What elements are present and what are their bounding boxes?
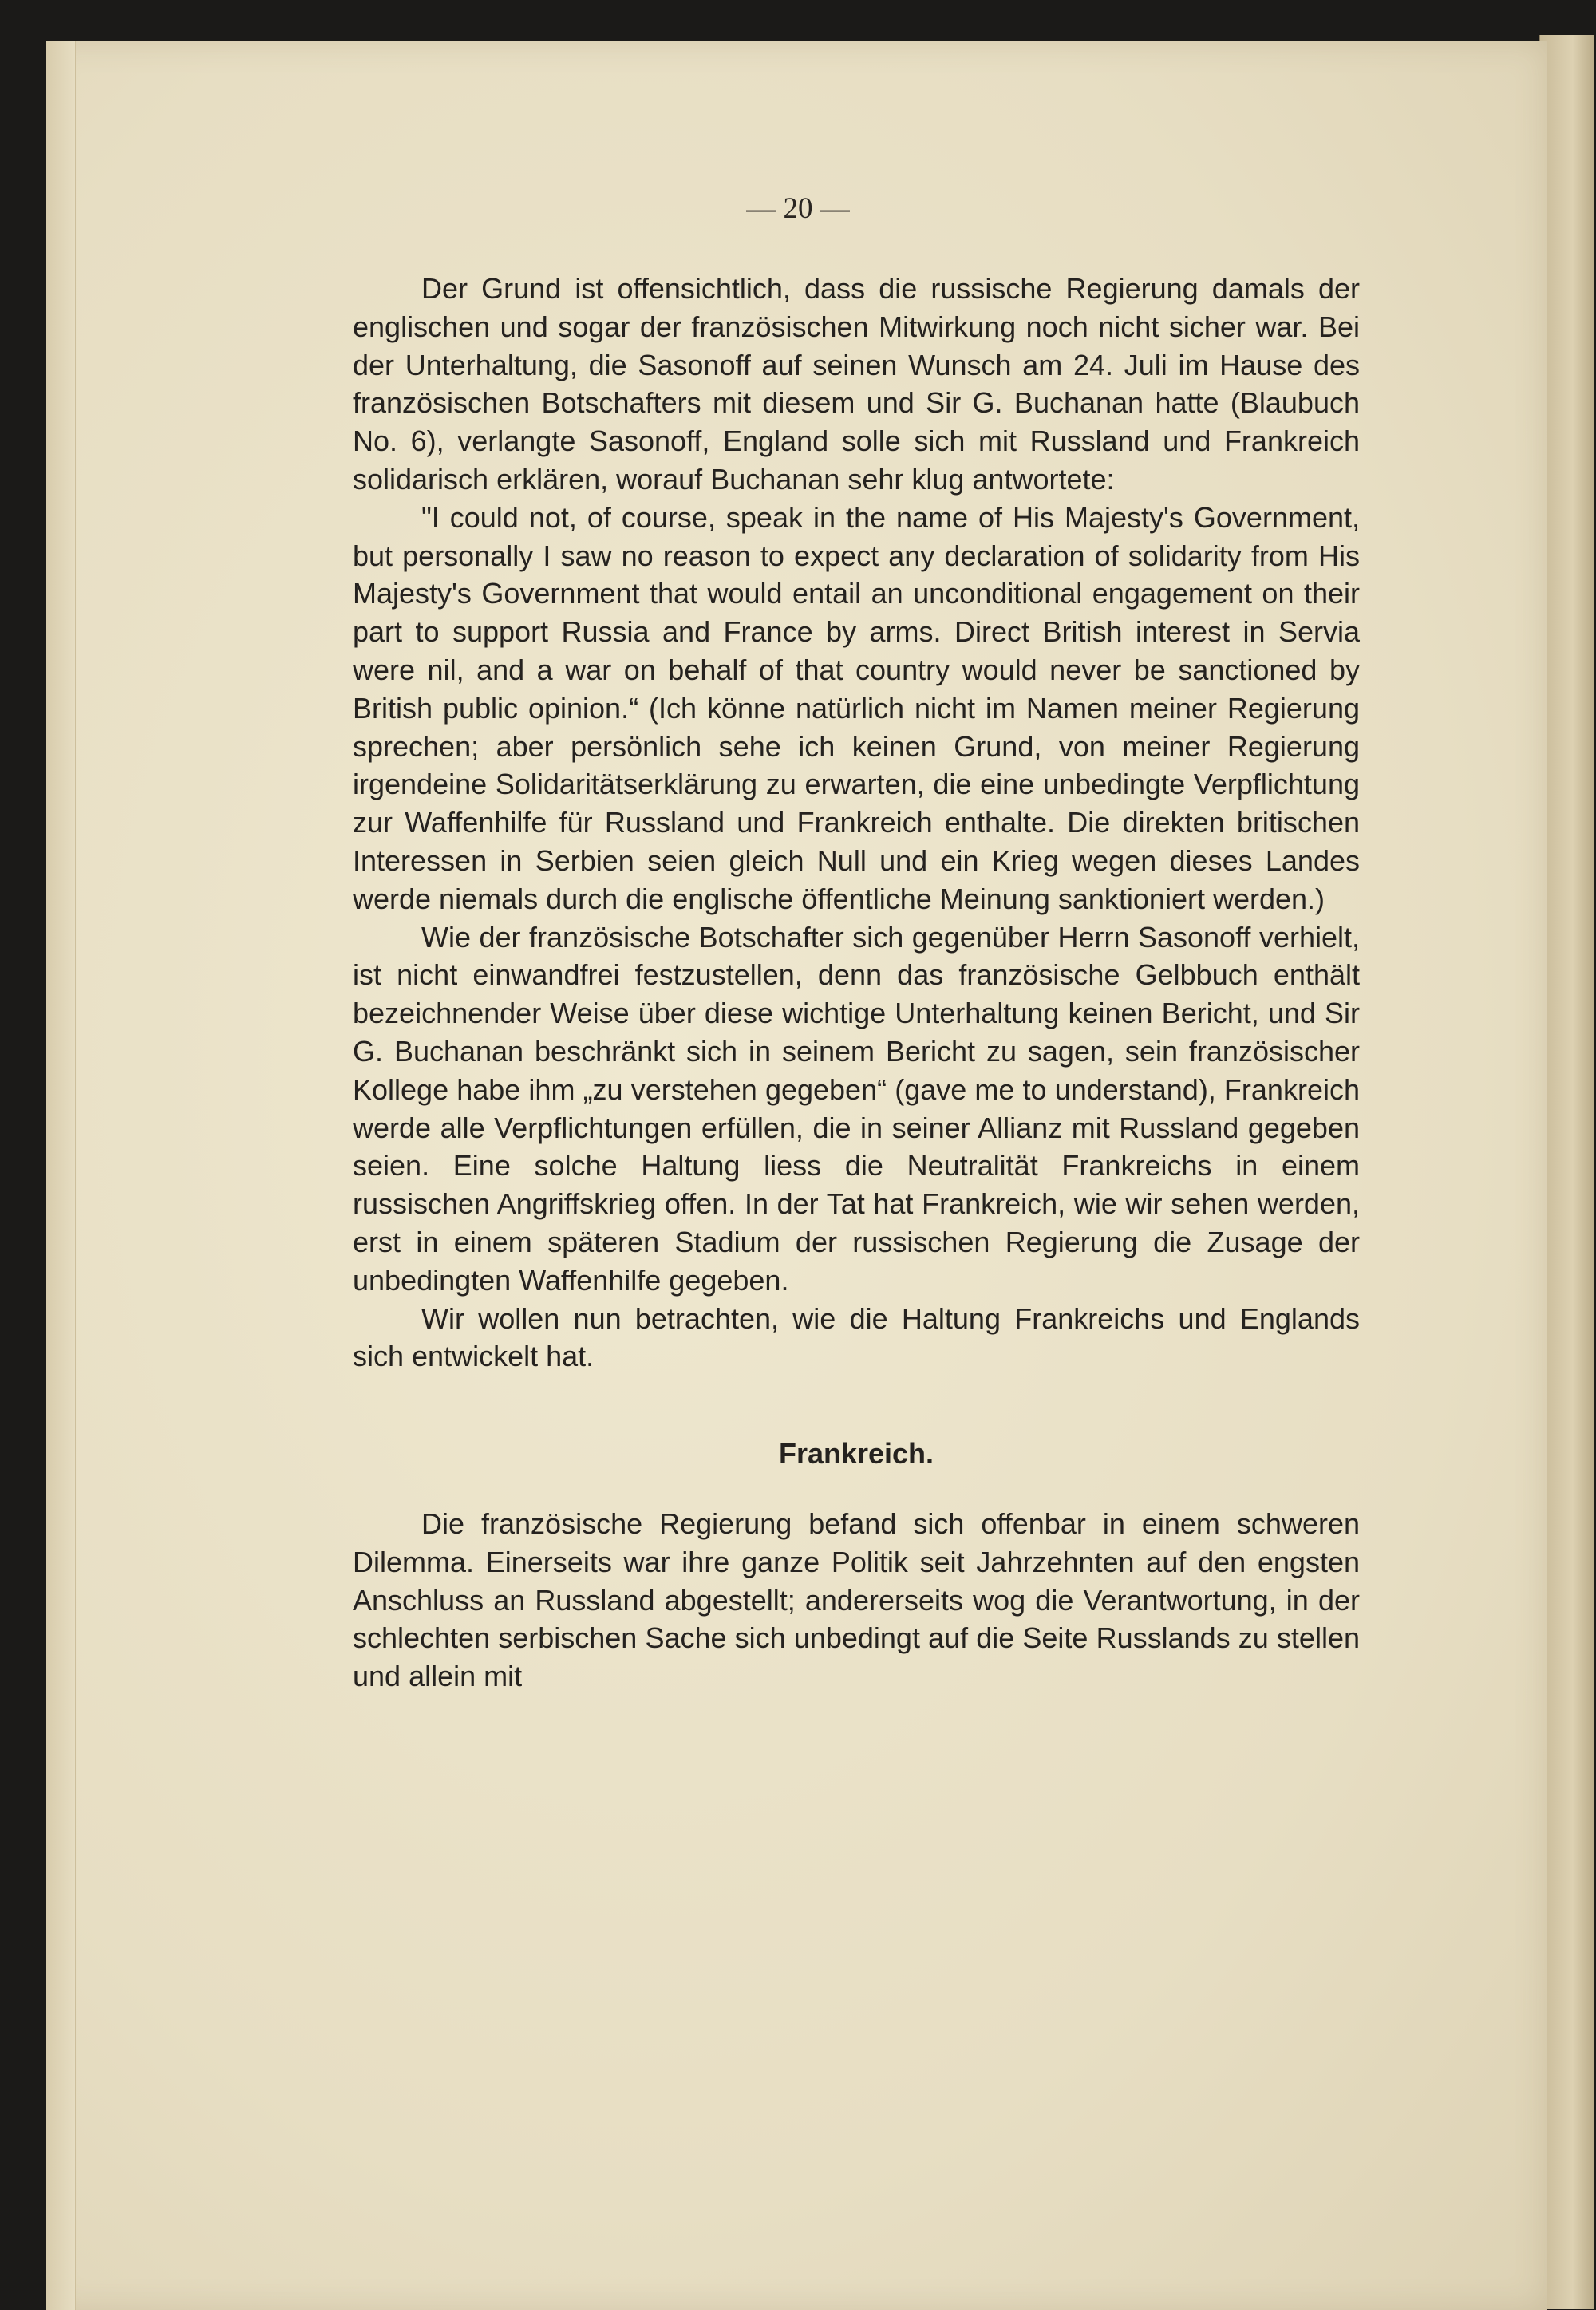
next-page-edge <box>1539 35 1594 2309</box>
page-left-margin-edge <box>46 41 76 2310</box>
page-number: — 20 — <box>746 192 850 225</box>
paragraph-5: Die französische Regierung befand sich offenbar in einem schweren Dilemma. Einerseits war ihre ganze Politik seit Jahrzehnten auf den engsten Anschluss an Russland abgestellt; andererseits wog die Verantwortung, in der schlechten serbischen Sache sich unbedingt auf die Seite Russlands zu stellen und allein mit <box>353 1506 1360 1693</box>
body-text <box>353 270 1360 1696</box>
paragraph-1: Der Grund ist offensichtlich, dass die russische Regierung damals der englischen und sogar der französischen Mitwirkung noch nicht sicher war. Bei der Unterhaltung, die Sasonoff auf seinen Wunsch am 24. Juli im Hause des französischen Botschafters mit diesem und Sir G. Buchanan hatte (Blaubuch No. 6), verlangte Sasonoff, England solle sich mit Russland und Frankreich solidarisch erklären, worauf Buchanan sehr klug antwortete: <box>353 272 1360 496</box>
section-heading: Frankreich. <box>778 1437 934 1471</box>
paragraph-2-quotation: "I could not, of course, speak in the name of His Majesty's Government, but personally I saw no reason to expect any declaration of solidarity from His Majesty's Government that would entail an unconditional engagement on their part to support Russia and France by arms. Direct British interest in Servia were nil, and a war on behalf of that country would never be sanctioned by British public opinion.“ (Ich könne natürlich nicht im Namen meiner Regierung sprechen; aber persönlich sehe ich keinen Grund, von meiner Regierung irgendeine Solidaritätserklärung zu erwarten, die eine unbedingte Verpflichtung zur Waffenhilfe für Russland und Frankreich enthalte. Die direkten britischen Interessen in Serbien seien gleich Null und ein Krieg wegen dieses Landes werde niemals durch die englische öffentliche Meinung sanktioniert werden.) <box>353 500 1360 915</box>
paragraph-3: Wie der französische Botschafter sich gegenüber Herrn Sasonoff verhielt, ist nicht einwandfrei festzustellen, denn das französische Gelbbuch enthält bezeichnender Weise über diese wichtige Unterhaltung keinen Bericht, und Sir G. Buchanan beschränkt sich in seinem Bericht zu sagen, sein französischer Kollege habe ihm „zu verstehen gegeben“ (gave me to understand), Frankreich werde alle Verpflichtungen erfüllen, die in seiner Allianz mit Russland gegeben seien. Eine solche Haltung liess die Neutralität Frankreichs in einem russischen Angriffskrieg offen. In der Tat hat Frankreich, wie wir sehen werden, erst in einem späteren Stadium der russischen Regierung die Zusage der unbedingten Waffenhilfe gegeben. <box>353 920 1360 1297</box>
paragraph-4: Wir wollen nun betrachten, wie die Haltung Frankreichs und Englands sich entwickelt hat. <box>353 1301 1360 1373</box>
